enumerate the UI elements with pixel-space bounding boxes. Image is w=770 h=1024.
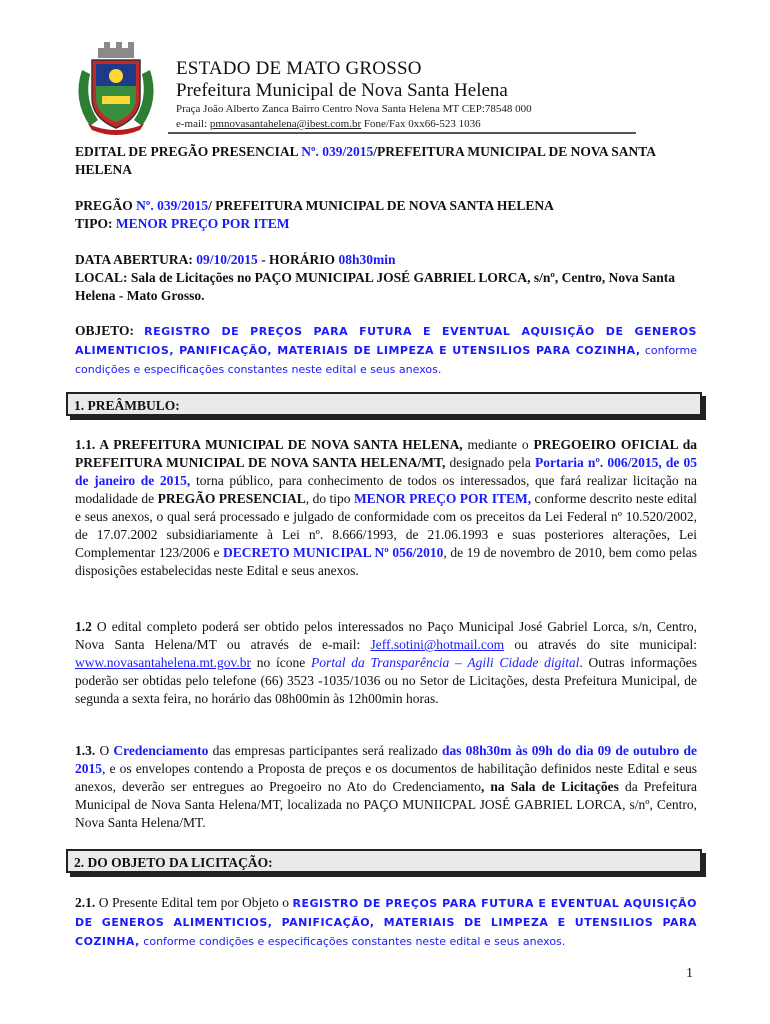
local-text: LOCAL: Sala de Licitações no PAÇO MUNICIPAL JOSÉ GABRIEL LORCA, s/nº, Centro, Nova Santa Helena - Mato Grosso.	[75, 270, 676, 303]
p13-credenciamento: Credenciamento	[113, 743, 209, 758]
section-preambulo: 1. PREÂMBULO:	[66, 392, 702, 416]
p11-c: PREGOEIRO OFICIAL da PREFEITURA MUNICIPAL DE NOVA SANTA HELENA/MT,	[75, 437, 697, 470]
p11-f: torna público, para conhecimento de todos os interessados, que fará realizar licitação na modalidade de	[75, 473, 697, 506]
paragraph-1-2	[75, 618, 697, 708]
p11-decreto: DECRETO MUNICIPAL Nº 056/2010	[223, 545, 444, 560]
paragraph-2-1	[75, 894, 697, 951]
p12-d: . Outras informações poderão ser obtidas pelo telefone (66) 3523 -1035/1036 ou no Setor de Licitações, desta Prefeitura Municipal, de segunda a sexta feira, no horário das 08h00min às 12h00min horas.	[75, 655, 697, 706]
pregao-prefix: PREGÃO	[75, 198, 137, 213]
letterhead-address: Praça João Alberto Zanca Bairro Centro Nova Santa Helena MT CEP:78548 000	[176, 103, 532, 115]
objeto-value: REGISTRO DE PREÇOS PARA FUTURA E EVENTUAL AQUISIÇÃO DE GENEROS ALIMENTICIOS, PANIFICAÇÃO, MATERIAIS DE LIMPEZA E UTENSILIOS PARA COZINHA,	[75, 325, 697, 357]
paragraph-1-3	[75, 742, 697, 832]
objeto-tail: conforme condições e especificações constantes neste edital e seus anexos.	[75, 344, 697, 376]
p13-e: da Prefeitura Municipal de Nova Santa Helena/MT, localizada no PAÇO MUNIICPAL JOSÉ GABRIEL LORCA, s/nº, Centro, Nova Santa Helena/MT.	[75, 779, 698, 830]
p11-a: 1.1. A PREFEITURA MUNICIPAL DE NOVA SANTA HELENA,	[75, 437, 463, 452]
p11-h: , do tipo	[305, 491, 354, 506]
p11-d: designado pela	[445, 455, 535, 470]
p13-a: O	[95, 743, 114, 758]
page-number: 1	[686, 966, 693, 981]
tipo-label: TIPO:	[75, 216, 116, 231]
p21-a: O Presente Edital tem por Objeto o	[95, 895, 293, 910]
title-prefix: EDITAL DE PREGÃO PRESENCIAL	[75, 144, 302, 159]
letterhead-contact	[176, 117, 532, 132]
p12-a: O edital completo poderá ser obtido pelos interessados no Paço Municipal José Gabriel Lorca, s/n, Centro, Nova Santa Helena/MT ou através de e-mail:	[75, 619, 697, 652]
letterhead	[68, 40, 636, 136]
p21-num: 2.1.	[75, 895, 96, 910]
data-label: DATA ABERTURA:	[75, 252, 197, 267]
data-value: 09/10/2015	[196, 252, 258, 267]
objeto-block	[75, 322, 697, 379]
p21-objeto: REGISTRO DE PREÇOS PARA FUTURA E EVENTUAL AQUISIÇÃO DE GENEROS ALIMENTICIOS, PANIFICAÇÃO, MATERIAIS DE LIMPEZA E UTENSILIOS PARA COZINHA,	[75, 897, 697, 948]
edital-email-link[interactable]: Jeff.sotini@hotmail.com	[370, 637, 505, 652]
title-number: Nº. 039/2015	[301, 144, 374, 159]
email-label: e-mail:	[176, 118, 210, 130]
p12-num: 1.2	[75, 619, 92, 634]
municipal-coat-of-arms-icon	[68, 40, 164, 136]
p13-d: , na Sala de Licitações	[480, 779, 619, 794]
section-objeto-licitacao: 2. DO OBJETO DA LICITAÇÃO:	[66, 849, 702, 873]
p21-tail: conforme condições e especificações constantes neste edital e seus anexos.	[139, 935, 566, 948]
pregao-number: Nº. 039/2015	[136, 198, 209, 213]
p12-b: ou através do site municipal:	[504, 637, 698, 652]
hora-label: - HORÁRIO	[257, 252, 339, 267]
letterhead-email-link[interactable]: pmnovasantahelena@ibest.com.br	[209, 118, 362, 130]
letterhead-state: ESTADO DE MATO GROSSO	[176, 58, 422, 79]
p13-when: das 08h30m às 09h do dia 09 de outubro de 2015	[75, 743, 697, 776]
p11-l: , de 19 de novembro de 2010, bem como pelas disposições estabelecidas neste Edital e seus anexos.	[75, 545, 697, 578]
p13-b: das empresas participantes será realizado	[208, 743, 442, 758]
portal-name: Portal da Transparência – Agili Cidade digital	[311, 655, 580, 670]
letterhead-phone: Fone/Fax 0xx66-523 1036	[361, 118, 481, 130]
edital-title	[75, 143, 697, 179]
tipo-value: MENOR PREÇO POR ITEM	[115, 216, 290, 231]
letterhead-divider	[168, 132, 636, 134]
municipal-site-link[interactable]: www.novasantahelena.mt.gov.br	[75, 655, 251, 670]
letterhead-prefeitura: Prefeitura Municipal de Nova Santa Helena	[176, 80, 508, 101]
title-suffix: /PREFEITURA MUNICIPAL DE NOVA SANTA HELENA	[75, 144, 656, 177]
paragraph-1-1	[75, 436, 697, 580]
hora-value: 08h30min	[338, 252, 396, 267]
p11-g: PREGÃO PRESENCIAL	[157, 491, 306, 506]
pregao-line	[75, 197, 697, 233]
pregao-suffix: / PREFEITURA MUNICIPAL DE NOVA SANTA HELENA	[208, 198, 554, 213]
data-abertura	[75, 251, 697, 305]
p11-tipo: MENOR PREÇO POR ITEM,	[353, 491, 532, 506]
objeto-label: OBJETO:	[75, 323, 145, 338]
p11-portaria: Portaria nº. 006/2015, de 05 de janeiro de 2015,	[75, 455, 697, 488]
p11-j: conforme descrito neste edital e seus anexos, o qual será processado e julgado de conformidade com os preceitos da Lei Federal nº 10.520/2002, de 17.07.2002 subsidiariamente à Lei nº. 8.666/1993, de 21.06.1993 e suas posteriores alterações, Lei Complementar 123/2006 e	[75, 491, 697, 560]
p12-c: no ícone	[250, 655, 311, 670]
p11-b: mediante o	[462, 437, 534, 452]
p13-num: 1.3.	[75, 743, 96, 758]
p13-c: , e os envelopes contendo a Proposta de preços e os documentos de habilitação definidos neste Edital e seus anexos, deverão ser entregues ao Pregoeiro no Ato do Credenciamento	[75, 761, 697, 794]
